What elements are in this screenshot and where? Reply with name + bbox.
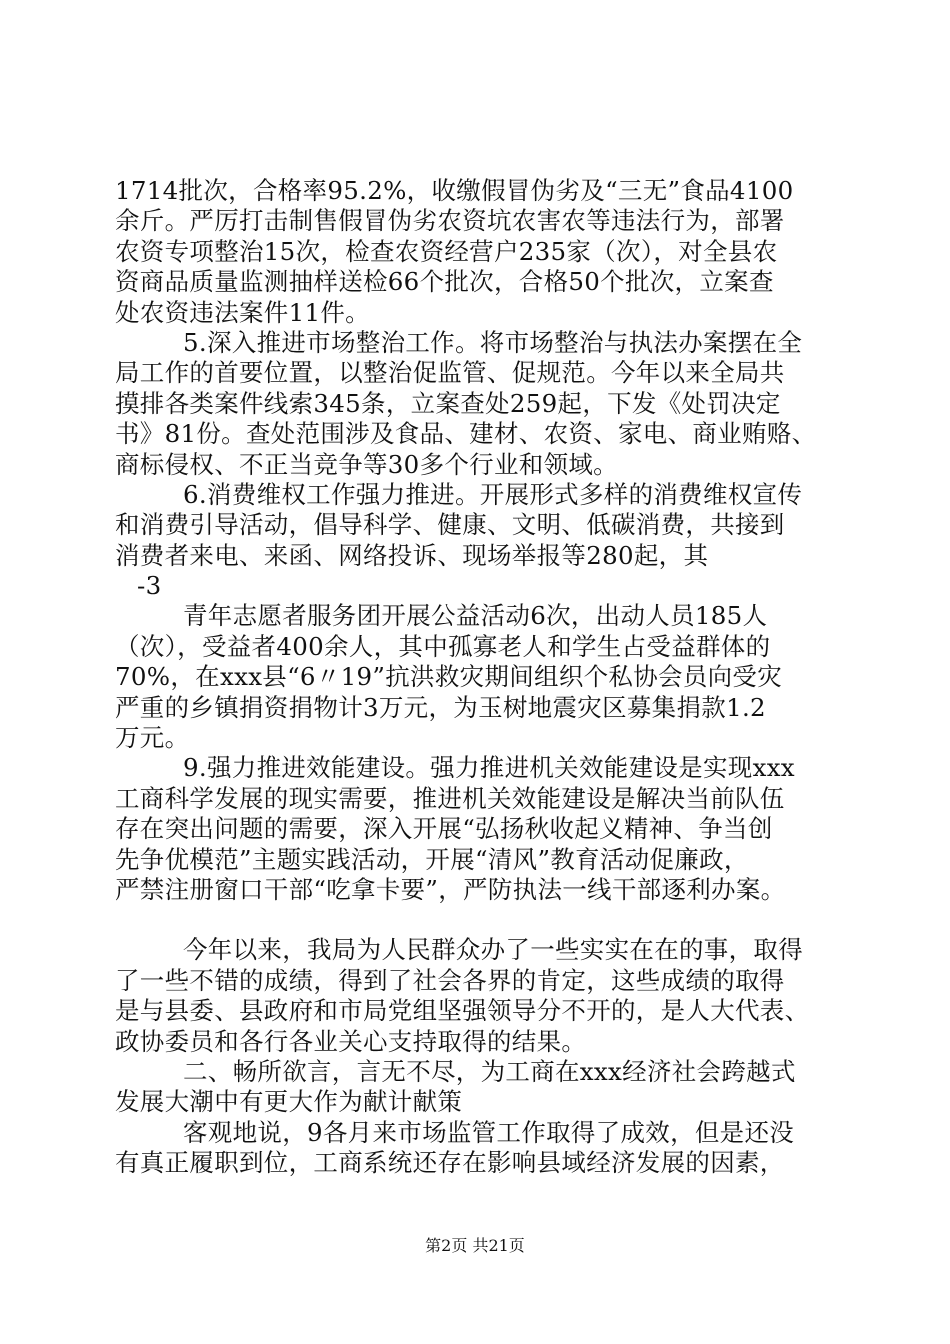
- text-line: 农资专项整治15次，检查农资经营户235家（次），对全县农: [115, 236, 778, 266]
- text-line: 余斤。严厉打击制售假冒伪劣农资坑农害农等违法行为，部署: [115, 206, 785, 236]
- paragraph-start-line: 5.深入推进市场整治工作。将市场整治与执法办案摆在全: [183, 327, 803, 357]
- text-line: 1714批次，合格率95.2%，收缴假冒伪劣及“三无”食品4100: [115, 176, 794, 205]
- paragraph-gap: [115, 905, 855, 935]
- paragraph-start-line: 6.消费维权工作强力推进。开展形式多样的消费维权宣传: [183, 479, 803, 509]
- text-line: 工商科学发展的现实需要，推进机关效能建设是解决当前队伍: [115, 783, 785, 813]
- text-line: 先争优模范”主题实践活动，开展“清风”教育活动促廉政，: [115, 844, 749, 874]
- paragraph-start-line: 今年以来，我局为人民群众办了一些实实在在的事，取得: [183, 935, 803, 965]
- text-line: 摸排各类案件线索345条，立案查处259起，下发《处罚决定: [115, 388, 781, 418]
- text-line: 严重的乡镇捐资捐物计3万元，为玉树地震灾区募集捐款1.2: [115, 692, 766, 722]
- text-line: （次），受益者400余人，其中孤寡老人和学生占受益群体的: [115, 631, 771, 661]
- document-body: [115, 176, 855, 1179]
- text-line: 了一些不错的成绩，得到了社会各界的肯定，这些成绩的取得: [115, 965, 785, 995]
- text-line: 消费者来电、来函、网络投诉、现场举报等280起，其: [115, 540, 709, 570]
- text-line: 严禁注册窗口干部“吃拿卡要”，严防执法一线干部逐利办案。: [115, 874, 786, 904]
- inline-page-marker: -3: [137, 571, 162, 601]
- paragraph-start-line: 9.强力推进效能建设。强力推进机关效能建设是实现xxx: [183, 753, 795, 783]
- text-line: 政协委员和各行各业关心支持取得的结果。: [115, 1026, 587, 1056]
- text-line: 商标侵权、不正当竞争等30多个行业和领域。: [115, 449, 618, 479]
- text-line: 万元。: [115, 723, 190, 753]
- page-footer: 第2页 共21页: [425, 1236, 525, 1255]
- text-line: 处农资违法案件11件。: [115, 297, 370, 327]
- paragraph-start-line: 青年志愿者服务团开展公益活动6次，出动人员185人: [183, 601, 768, 631]
- text-line: 70%，在xxx县“6〃19”抗洪救灾期间组织个私协会员向受灾: [115, 662, 783, 692]
- text-line: 局工作的首要位置，以整治促监管、促规范。今年以来全局共: [115, 358, 785, 388]
- paragraph-start-line: 客观地说，9各月来市场监管工作取得了成效，但是还没: [183, 1117, 795, 1147]
- text-line: 存在突出问题的需要，深入开展“弘扬秋收起义精神、争当创: [115, 814, 773, 844]
- text-line: 有真正履职到位，工商系统还存在影响县域经济发展的因素，: [115, 1148, 785, 1178]
- section-heading-line: 二、畅所欲言，言无不尽，为工商在xxx经济社会跨越式: [183, 1056, 796, 1086]
- text-line: 和消费引导活动，倡导科学、健康、文明、低碳消费，共接到: [115, 510, 785, 540]
- section-heading-line: 发展大潮中有更大作为献计献策: [115, 1087, 463, 1117]
- text-line: 资商品质量监测抽样送检66个批次，合格50个批次，立案查: [115, 267, 774, 297]
- text-line: 是与县委、县政府和市局党组坚强领导分不开的，是人大代表、: [115, 996, 810, 1026]
- text-line: 书》81份。查处范围涉及食品、建材、农资、家电、商业贿赂、: [115, 419, 817, 449]
